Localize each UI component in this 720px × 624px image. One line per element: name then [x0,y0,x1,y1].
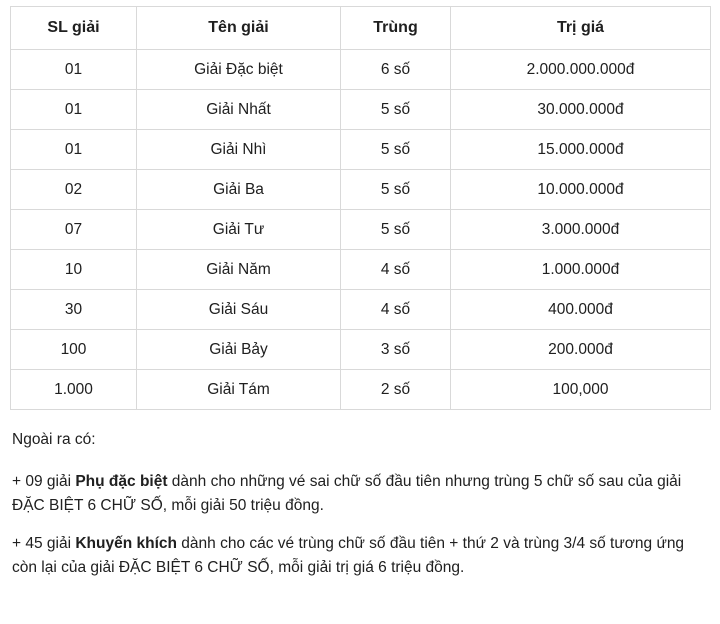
column-header-name: Tên giải [137,7,341,50]
cell-name: Giải Nhất [137,90,341,130]
note-consolation-prefix: + 45 giải [12,535,76,553]
cell-match: 5 số [341,130,451,170]
note-special-extra-suffix: dành cho những vé sai chữ số đầu tiên nhưng trùng 5 chữ số sau của giải ĐẶC BIỆT 6 CHỮ SỐ, mỗi giải 50 triệu đồng. [12,473,682,515]
table-row [11,170,711,210]
cell-value: 400.000đ [451,290,711,330]
cell-value: 200.000đ [451,330,711,370]
cell-match: 5 số [341,90,451,130]
cell-count: 02 [11,170,137,210]
cell-value: 2.000.000.000đ [451,50,711,90]
cell-match: 5 số [341,170,451,210]
table-row [11,210,711,250]
cell-match: 6 số [341,50,451,90]
cell-count: 01 [11,90,137,130]
cell-count: 10 [11,250,137,290]
cell-name: Giải Bảy [137,330,341,370]
cell-count: 01 [11,50,137,90]
note-consolation [12,532,708,580]
column-header-value: Trị giá [451,7,711,50]
table-row [11,50,711,90]
cell-match: 4 số [341,250,451,290]
cell-count: 01 [11,130,137,170]
cell-count: 100 [11,330,137,370]
column-header-match: Trùng [341,7,451,50]
notes-intro: Ngoài ra có: [12,431,96,448]
note-special-extra-prefix: + 09 giải [12,473,76,491]
cell-value: 10.000.000đ [451,170,711,210]
cell-name: Giải Ba [137,170,341,210]
table-row [11,250,711,290]
note-special-extra-highlight: Phụ đặc biệt [75,473,168,491]
cell-count: 07 [11,210,137,250]
cell-value: 100,000 [451,370,711,410]
cell-name: Giải Đặc biệt [137,50,341,90]
note-special-extra [12,470,708,518]
cell-count: 1.000 [11,370,137,410]
column-header-count: SL giải [11,7,137,50]
cell-match: 2 số [341,370,451,410]
table-body [11,50,711,410]
prize-table [10,6,711,410]
cell-name: Giải Năm [137,250,341,290]
cell-value: 30.000.000đ [451,90,711,130]
table-header-row [11,7,711,50]
cell-value: 3.000.000đ [451,210,711,250]
table-row [11,330,711,370]
cell-name: Giải Nhì [137,130,341,170]
table-header [11,7,711,50]
cell-name: Giải Tư [137,210,341,250]
table-row [11,130,711,170]
cell-value: 15.000.000đ [451,130,711,170]
cell-value: 1.000.000đ [451,250,711,290]
table-row [11,370,711,410]
additional-notes [10,428,710,580]
table-row [11,90,711,130]
cell-match: 3 số [341,330,451,370]
cell-match: 4 số [341,290,451,330]
cell-name: Giải Sáu [137,290,341,330]
cell-match: 5 số [341,210,451,250]
note-consolation-highlight: Khuyến khích [75,535,177,553]
cell-name: Giải Tám [137,370,341,410]
cell-count: 30 [11,290,137,330]
note-consolation-suffix: dành cho các vé trùng chữ số đầu tiên + thứ 2 và trùng 3/4 số tương ứng còn lại của giải ĐẶC BIỆT 6 CHỮ SỐ, mỗi giải trị giá 6 triệu đồng. [12,535,685,577]
table-row [11,290,711,330]
